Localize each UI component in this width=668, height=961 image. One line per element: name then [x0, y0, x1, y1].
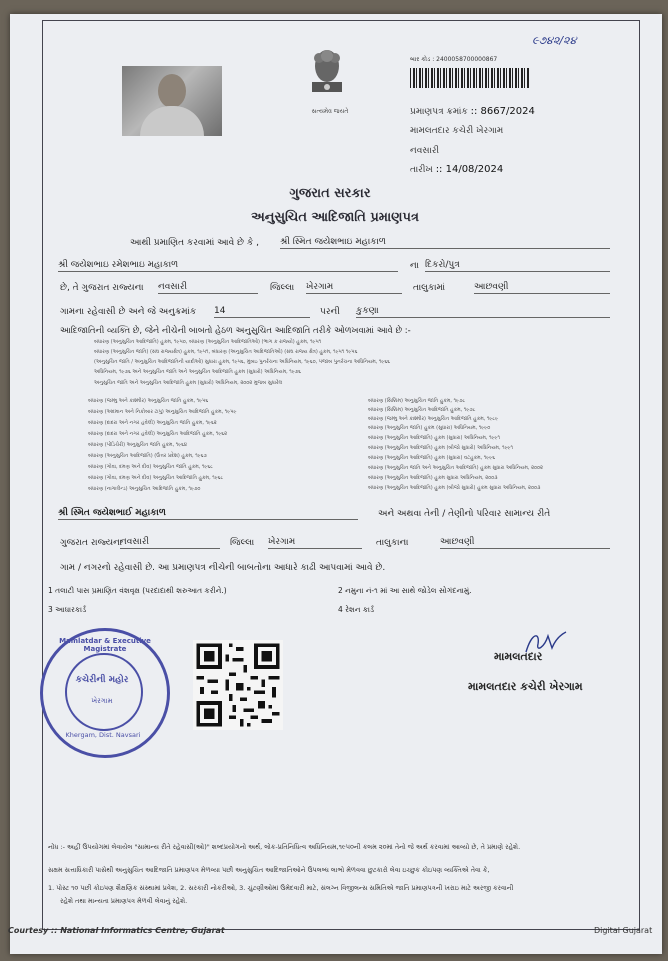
order-right: બંધારણ (અનુસુચિત જાતિ) હુકમ (સુધારા) અધિનિયમ, ૧૯૯૦ — [368, 425, 491, 431]
government-title: ગુજરાત સરકાર — [289, 186, 371, 201]
order-right: બંધારણ (અનુસુચિત આદિજાતિ) હુકમ (સુધારા) વટહુકમ, ૧૯૯૬ — [368, 455, 496, 461]
digital-gujarat-text: Digital Gujarat — [594, 926, 653, 935]
order-left: બંધારણ (નાગાલેન્ડ) અનુસુચિત આદિજાતિ હુકમ, ૧૯૭૦ — [88, 486, 201, 492]
order-right: બંધારણ (અનુસુચિત આદિજાતિ) હુકમ (બીજો સુધારો) હુકમ સુધારા અધિનિયમ, ૨૦૦૩ — [368, 485, 541, 491]
photo-head — [158, 74, 186, 108]
taluka-label: તાલુકામાં — [413, 283, 446, 293]
relation: દિકરો/પુત્ર — [425, 259, 610, 272]
village-name: આછવણી — [474, 281, 610, 294]
residence-name: શ્રી સ્મિત જયેશભાઈ મહાકાળ — [58, 507, 358, 520]
stamp-place: ખેરગામ — [91, 697, 113, 705]
stamp-arc-text: Mamlatdar & Executive Magistrate — [59, 637, 151, 653]
footer-note: રહેશે તથા માન્યતા પ્રમાણપત્ર મેળવી લેવાનું રહેશે. — [60, 897, 188, 905]
na-text: ના — [410, 261, 419, 271]
emblem-caption: સત્યમેવ જયતે — [311, 108, 349, 115]
order-right: બંધારણ (અનુસુચિત આદિજાતિ) હુકમ (સુધારા) અધિનિયમ, ૧૯૯૧ — [368, 435, 500, 441]
state-prefix: છે, તે ગુજરાત રાજ્યના — [60, 283, 144, 293]
footer-note: નોંધ :- અહીં ઉપયોગમાં લેવાયેલ "સામાન્ય રીતે રહેવાસી(ઓ)" શબ્દપ્રયોગનો અર્થ, લોક-પ્રતિનિધિત્વ અધિનિયમ,૧૯૫૦ની કલમ ૨૦માં તેનો જે અર્થ કરવામાં આવ્યો છે, તે પ્રમાણે રહેશે. — [48, 843, 521, 851]
national-emblem-icon — [304, 46, 350, 96]
order-line: (અનુસુચિત જાતિ / અનુસુચિત આદિજાતિની યાદીઓ) સુધારા હુકમ, ૧૯૫૬, મુંબઇ પુનર્રચના અધિનિયમ, ૧૯૬૦, પંજાબ પુનર્રચના અધિનિયમ, ૧૯૬૬ — [94, 359, 390, 365]
footer-note: 1. પોસ્ટ ૧૦ પછી કોઇપણ શૈક્ષણિક સંસ્થામાં પ્રવેશ, 2. સરકારી નોકરીઓ, 3. ચુંટણીઓમાં ઉમેદવારી માટે, સંલગ્ન વિજીલન્સ સમિતિએ જાતિ પ્રમાણપત્રની ખરાઇ માટે અરજી કરવાની — [48, 884, 514, 892]
village-prefix: ગામના રહેવાસી છે અને જે અનુક્રમાંક — [60, 307, 197, 317]
basis-text: ગામ / નગરનો રહેવાસી છે. આ પ્રમાણપત્ર નીચેની બાબતોના આધારે કાઢી આપવામાં આવે છે. — [60, 563, 386, 573]
photo-body — [140, 106, 204, 136]
tribe-text: આદિજાતિની વ્યક્તિ છે, જેને નીચેની બાબતો હેઠળ અનુસુચિત આદિજાતિ તરીકે ઓળખવામાં આવે છે :- — [60, 326, 411, 336]
basis-item: 4 રેશન કાર્ડ — [338, 605, 375, 614]
issue-date-label: તારીખ — [410, 165, 433, 175]
order-left: બંધારણ (પોંડિચેરી) અનુસુચિત જાતિ હુકમ, ૧૯૬૪ — [88, 442, 188, 448]
issue-date-row — [410, 164, 503, 175]
order-left: બંધારણ (દાદરા અને નગર હવેલી) અનુસુચિત આદિજાતિ હુકમ, ૧૯૬૨ — [88, 431, 228, 437]
order-line: બંધારણ (અનુસુચિત આદિજાતિ) હુકમ, ૧૯૫૦, બંધારણ (અનુસુચિત આદિજાતિઓ) (ભાગ ક રાજ્યો) હુકમ, ૧૯૫૧ — [94, 339, 322, 345]
footer-note: સક્ષમ સત્તાધિકારી પાસેથી અનુસુચિત આદિજાતિ પ્રમાણપત્ર મેળવ્યા પછી અનુસુચિત આદિજાતિઓને ઉપલબ્ધ લાભો મેળવવા છુટકારો લેવા ઇચ્છુક કોઇપણ વ્યક્તિએ તેવા કે, — [48, 866, 490, 874]
issuing-district: નવસારી — [410, 146, 440, 156]
barcode — [410, 68, 530, 88]
parni-text: પરની — [320, 307, 340, 317]
handwritten-number: ૯૭૪૨/૨૪ — [532, 34, 577, 47]
basis-item: 2 નમુના નં-૧ માં આ સાથે જોડેલ સોગંદનામું. — [338, 586, 472, 595]
order-right: બંધારણ (જમ્મુ અને કાશ્મીર) અનુસુચિત આદિજાતિ હુકમ, ૧૯૮૯ — [368, 416, 499, 422]
certify-text: આથી પ્રમાણિત કરવામાં આવે છે કે , — [130, 238, 259, 248]
basis-item: 3 આધારકાર્ડ — [48, 605, 87, 614]
signatory-title: મામલતદાર — [494, 650, 543, 663]
stamp-bottom-text: Khergam, Dist. Navsari — [65, 731, 141, 739]
taluka-name: ખેરગામ — [306, 281, 402, 294]
order-right: બંધારણ (અનુસુચિત જાતિ અને અનુસુચિત આદિજાતિ) હુકમ સુધારા અધિનિયમ, ૨૦૦૨ — [368, 465, 543, 471]
cert-number-label: પ્રમાણપત્ર ક્રમાંક — [410, 107, 468, 117]
father-name: શ્રી જયેશભાઇ રમેશભાઇ મહાકાળ — [58, 259, 398, 272]
residence-taluka-label: તાલુકાના — [376, 538, 409, 548]
certificate-title: અનુસુચિત આદિજાતિ પ્રમાણપત્ર — [251, 210, 419, 225]
residence-district: નવસારી — [120, 536, 220, 549]
order-left: બંધારણ (જમ્મુ અને કાશ્મીર) અનુસુચિત જાતિ હુકમ, ૧૯૫૬ — [88, 398, 209, 404]
qr-code — [193, 640, 283, 730]
applicant-name: શ્રી સ્મિત જયેશભાઇ મહાકાળ — [280, 236, 610, 249]
cert-number: :: 8667/2024 — [470, 106, 535, 117]
order-left: બંધારણ (ગોવા, દમણ અને દીવ) અનુસુચિત જાતિ હુકમ, ૧૯૬૮ — [88, 464, 213, 470]
courtesy-text: Courtesy :: National Informatics Centre, Gujarat — [8, 926, 225, 935]
residence-taluka: ખેરગામ — [268, 536, 362, 549]
order-left: બંધારણ (અંદમાન અને નિકોબાર ટાપુ) અનુસુચિત આદિજાતિ હુકમ, ૧૯૫૯ — [88, 409, 237, 415]
residence-suffix: અને અથવા તેની / તેણીનો પરિવાર સામાન્ય રીતે — [378, 509, 551, 519]
order-right: બંધારણ (સિક્કિમ) અનુસુચિત આદિજાતિ હુકમ, ૧૯૭૮ — [368, 407, 476, 413]
stamp-inner-ring — [65, 653, 143, 731]
office-stamp — [40, 628, 170, 758]
order-left: બંધારણ (ગોવા, દમણ અને દીવ) અનુસુચિત આદિજાતિ હુકમ, ૧૯૬૮ — [88, 475, 224, 481]
order-line: અનુસુચિત જાતિ અને અનુસુચિત આદિજાતિ હુકમ (સુધારો) અધિનિયમ, ૨૦૦૨ મુજબ સુધારેલ — [94, 380, 283, 386]
residence-district-label: જિલ્લા — [230, 538, 255, 548]
order-right: બંધારણ (સિક્કિમ) અનુસુચિત જાતિ હુકમ, ૧૯૭૮ — [368, 398, 466, 404]
issue-date: :: 14/08/2024 — [435, 164, 504, 175]
district-name: નવસારી — [158, 281, 258, 294]
order-left: બંધારણ (દાદરા અને નગર હવેલી) અનુસુચિત જાતિ હુકમ, ૧૯૬૨ — [88, 420, 217, 426]
signatory-office: મામલતદાર કચેરી ખેરગામ — [468, 680, 583, 693]
basis-item: 1 તલાટી પાસ પ્રમાણિત વંશવૃક્ષ (પરદાદાથી શરુઆત કરીને.) — [48, 586, 227, 595]
barcode-label: બાર કોડ : 2400058700000867 — [410, 56, 498, 63]
order-line: બંધારણ (અનુસુચિત જાતિ) (સંઘ રાજ્યક્ષેત્ર) હુકમ, ૧૯૫૧, બંધારણ (અનુસુચિત આદિજાતિઓ) (સંઘ રાજ્ય ક્ષેત્ર) હુકમ, ૧૯૫૧ ૧૯૫૬ — [94, 349, 358, 355]
residence-state-label: ગુજરાત રાજ્યના — [60, 538, 123, 548]
cert-number-row — [410, 106, 535, 117]
serial-number: 14 — [214, 305, 310, 318]
district-label: જિલ્લા — [270, 283, 295, 293]
order-line: અધિનિયમ, ૧૯૭૬ અને અનુસુચિત જાતિ અને અનુસુચિત આદિજાતિ હુકમ (સુધારો) અધિનિયમ, ૧૯૭૬ — [94, 369, 301, 375]
residence-village: આછવણી — [440, 536, 610, 549]
order-right: બંધારણ (અનુસુચિત આદિજાતિ) હુકમ (બીજો સુધારો) અધિનિયમ, ૧૯૯૧ — [368, 445, 513, 451]
order-right: બંધારણ (અનુસુચિત આદિજાતિ) હુકમ સુધારા અધિનિયમ, ૨૦૦૩ — [368, 475, 498, 481]
issuing-office: મામલતદાર કચેરી ખેરગામ — [410, 126, 504, 136]
order-left: બંધારણ (અનુસુચિત આદિજાતિ) (ઉત્તર પ્રદેશ) હુકમ, ૧૯૬૭ — [88, 453, 207, 459]
caste-name: કુકણા — [356, 305, 610, 318]
applicant-photo — [122, 66, 222, 136]
stamp-center: કચેરીની મહોર — [75, 675, 129, 685]
